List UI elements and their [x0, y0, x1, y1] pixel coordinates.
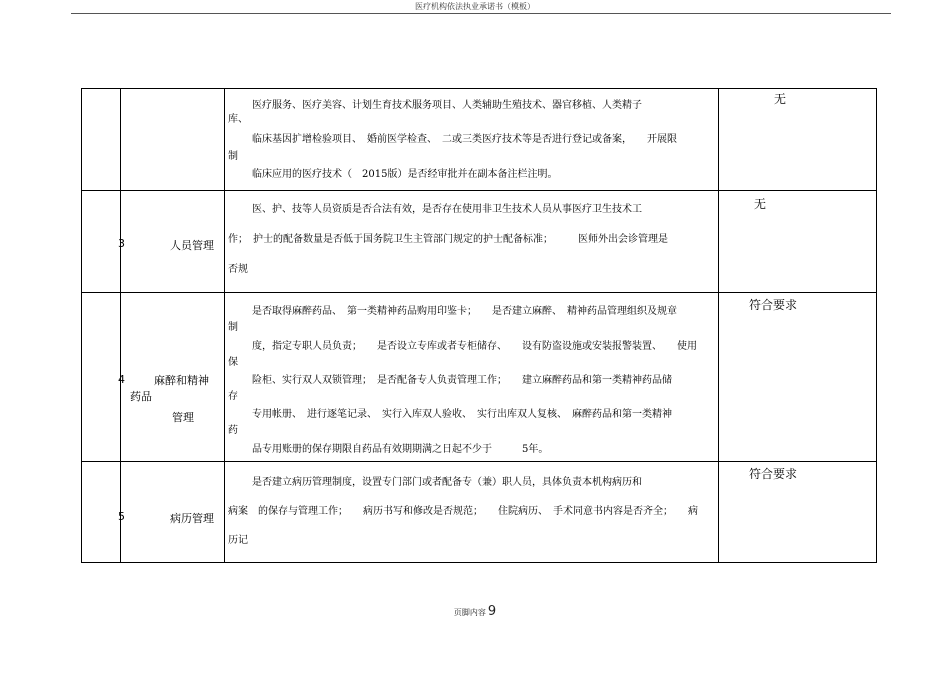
- column-divider: [224, 191, 225, 292]
- content-line: 病案 的保存与管理工作； 病历书写和修改是否规范； 住院病历、 手术同意书内容是否齐全； 病: [228, 506, 698, 517]
- content-line: 专用帐册、 进行逐笔记录、 实行入库双人验收、 实行出库双人复核、 麻醉药品和第一类精神: [252, 409, 672, 420]
- result-value: 符合要求: [748, 298, 797, 312]
- inspection-table: [81, 88, 877, 563]
- result-value: 无: [773, 92, 786, 106]
- page-footer: [0, 604, 950, 619]
- content-line: 药: [228, 425, 238, 436]
- table-row: [82, 461, 876, 562]
- content-line: 库、: [228, 114, 248, 125]
- column-divider: [224, 462, 225, 562]
- item-name: 管理: [172, 411, 194, 424]
- table-row: [82, 89, 876, 190]
- table-row: [82, 292, 876, 461]
- row-number: 3: [118, 237, 125, 250]
- content-line: 临床基因扩增检验项目、 婚前医学检查、 二或三类医疗技术等是否进行登记或备案， 开展限: [252, 134, 677, 145]
- content-line: 制: [228, 151, 238, 162]
- content-line: 是否建立病历管理制度，设置专门部门或者配备专（兼）职人员，具体负责本机构病历和: [252, 477, 642, 488]
- content-line: 品专用账册的保存期限自药品有效期期满之日起不少于 5年。: [252, 444, 549, 455]
- table-row: [82, 190, 876, 292]
- content-line: 存: [228, 391, 238, 402]
- item-name: 病历管理: [170, 512, 214, 525]
- item-name: 人员管理: [170, 239, 214, 252]
- page-number: 9: [487, 604, 497, 619]
- content-line: 医、护、技等人员资质是否合法有效，是否存在使用非卫生技术人员从事医疗卫生技术工: [252, 204, 642, 215]
- row-number: 5: [118, 510, 125, 523]
- content-line: 历记: [228, 535, 248, 546]
- content-line: 度，指定专职人员负责； 是否设立专库或者专柜储存、 设有防盗设施或安装报警装置、 使用: [252, 341, 697, 352]
- column-divider: [224, 89, 225, 190]
- footer-label: 页脚内容: [453, 608, 486, 617]
- content-line: 是否取得麻醉药品、 第一类精神药品购用印鉴卡； 是否建立麻醉、 精神药品管理组织及规章: [252, 306, 677, 317]
- result-value: 无: [753, 197, 766, 211]
- content-line: 险柜、实行双人双锁管理； 是否配备专人负责管理工作； 建立麻醉药品和第一类精神药品储: [252, 375, 672, 386]
- column-divider: [718, 293, 719, 461]
- content-line: 保: [228, 357, 238, 368]
- item-name: 药品: [130, 390, 152, 403]
- column-divider: [120, 89, 121, 190]
- header-divider: [71, 13, 891, 14]
- column-divider: [224, 293, 225, 461]
- content-line: 否规: [228, 264, 248, 275]
- row-number: 4: [118, 373, 125, 386]
- content-line: 医疗服务、医疗美容、计划生育技术服务项目、人类辅助生殖技术、器官移植、人类精子: [252, 100, 642, 111]
- result-value: 符合要求: [748, 467, 797, 481]
- content-line: 临床应用的医疗技术（ 2015版）是否经审批并在副本备注栏注明。: [252, 169, 558, 180]
- content-line: 作； 护士的配备数量是否低于国务院卫生主管部门规定的护士配备标准； 医师外出会诊管理是: [228, 234, 668, 245]
- document-header-title: 医疗机构依法执业承诺书（模板）: [415, 2, 535, 11]
- item-name: 麻醉和精神: [154, 374, 209, 387]
- content-line: 制: [228, 322, 238, 333]
